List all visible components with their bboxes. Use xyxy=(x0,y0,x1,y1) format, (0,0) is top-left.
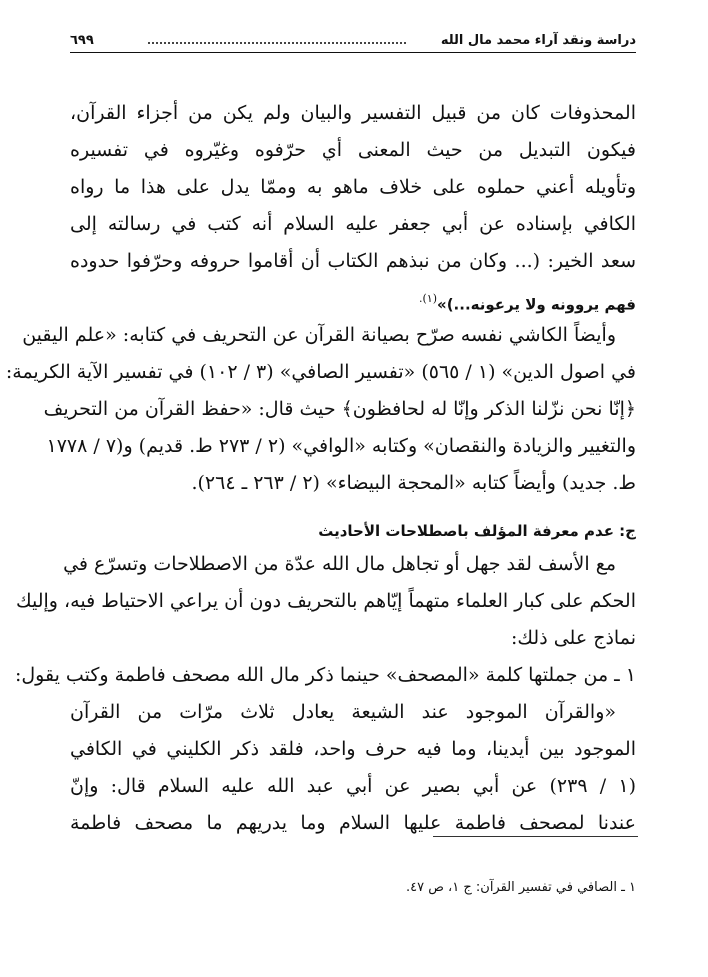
page xyxy=(5,26,637,842)
text-line: الموجود بين أيدينا، وما فيه حرف واحد، فلقد ذكر الكليني في الكافي xyxy=(70,738,636,760)
text-line: «والقرآن الموجود عند الشيعة يعادل ثلاث مرّات من القرآن xyxy=(70,701,616,723)
text-line: المحذوفات كان من قبيل التفسير والبيان ولم يكن من أجزاء القرآن، xyxy=(70,102,636,124)
text-line: الكافي بإسناده عن أبي جعفر عليه السلام أنه كتب في رسالته إلى xyxy=(70,213,636,235)
main-text xyxy=(5,95,637,842)
footnote-divider xyxy=(433,836,638,837)
text-line: وتأويله أعني حملوه على خلاف ماهو به وممّا يدل على هذا ما رواه xyxy=(70,176,636,198)
text-line xyxy=(70,243,636,280)
text-line: ﴿إنّا نحن نزّلنا الذكر وإنّا له لحافظون﴾ حيث قال: «حفظ القرآن من التحريف xyxy=(43,398,636,420)
text-line: فيكون التبديل من حيث المعنى أي حرّفوه وغيّروه في تفسيره xyxy=(70,139,636,161)
text-line: الحكم على كبار العلماء متهماً إيّاهم بالتحريف دون أن يراعي الاحتياط فيه، وإليك xyxy=(15,590,636,612)
header-dot-leader xyxy=(148,42,406,44)
text-line: والتغيير والزيادة والنقصان» وكتابه «الوافي» (٢ / ٢٧٣ ط. قديم) و(٧ / ١٧٧٨ xyxy=(46,435,636,457)
text-line: نماذج على ذلك: xyxy=(511,627,636,649)
page-number: ٦٩٩ xyxy=(70,33,94,48)
text-line: عندنا لمصحف فاطمة عليها السلام وما يدريهم ما مصحف فاطمة xyxy=(70,812,636,834)
text-line: (١ / ٢٣٩) عن أبي بصير عن أبي عبد الله عليه السلام قال: وإنّ xyxy=(70,775,637,797)
text-line: وأيضاً الكاشي نفسه صرّح بصيانة القرآن عن التحريف في كتابه: «علم اليقين xyxy=(22,324,616,346)
footnote-ref: (١). xyxy=(419,292,438,305)
quote-end: فهم يروونه ولا يرعونه...)» xyxy=(437,295,636,314)
text-line: في اصول الدين» (١ / ٥٦٥) «تفسير الصافي» (٣ / ١٠٢) في تفسير الآية الكريمة: xyxy=(5,361,636,383)
quote-start: سعد الخير: (... وكان من نبذهم الكتاب أن أقاموا حروفه وحرّفوا حدوده xyxy=(70,250,636,272)
text-line xyxy=(70,280,636,317)
text-line: مع الأسف لقد جهل أو تجاهل مال الله عدّة من الاصطلاحات وتسرّع في xyxy=(63,553,616,575)
section-heading: ج: عدم معرفة المؤلف باصطلاحات الأحاديث xyxy=(318,522,636,540)
text-line: ط. جديد) وأيضاً كتابه «المحجة البيضاء» (٢ / ٢٦٣ ـ ٢٦٤). xyxy=(191,472,636,494)
footnote: ١ ـ الصافي في تفسير القرآن: ج ١، ص ٤٧. xyxy=(405,880,636,895)
running-header xyxy=(70,26,636,53)
header-title: دراسة ونقد آراء محمد مال الله xyxy=(440,33,636,48)
text-line: ١ ـ من جملتها كلمة «المصحف» حينما ذكر مال الله مصحف فاطمة وكتب يقول: xyxy=(14,664,636,686)
